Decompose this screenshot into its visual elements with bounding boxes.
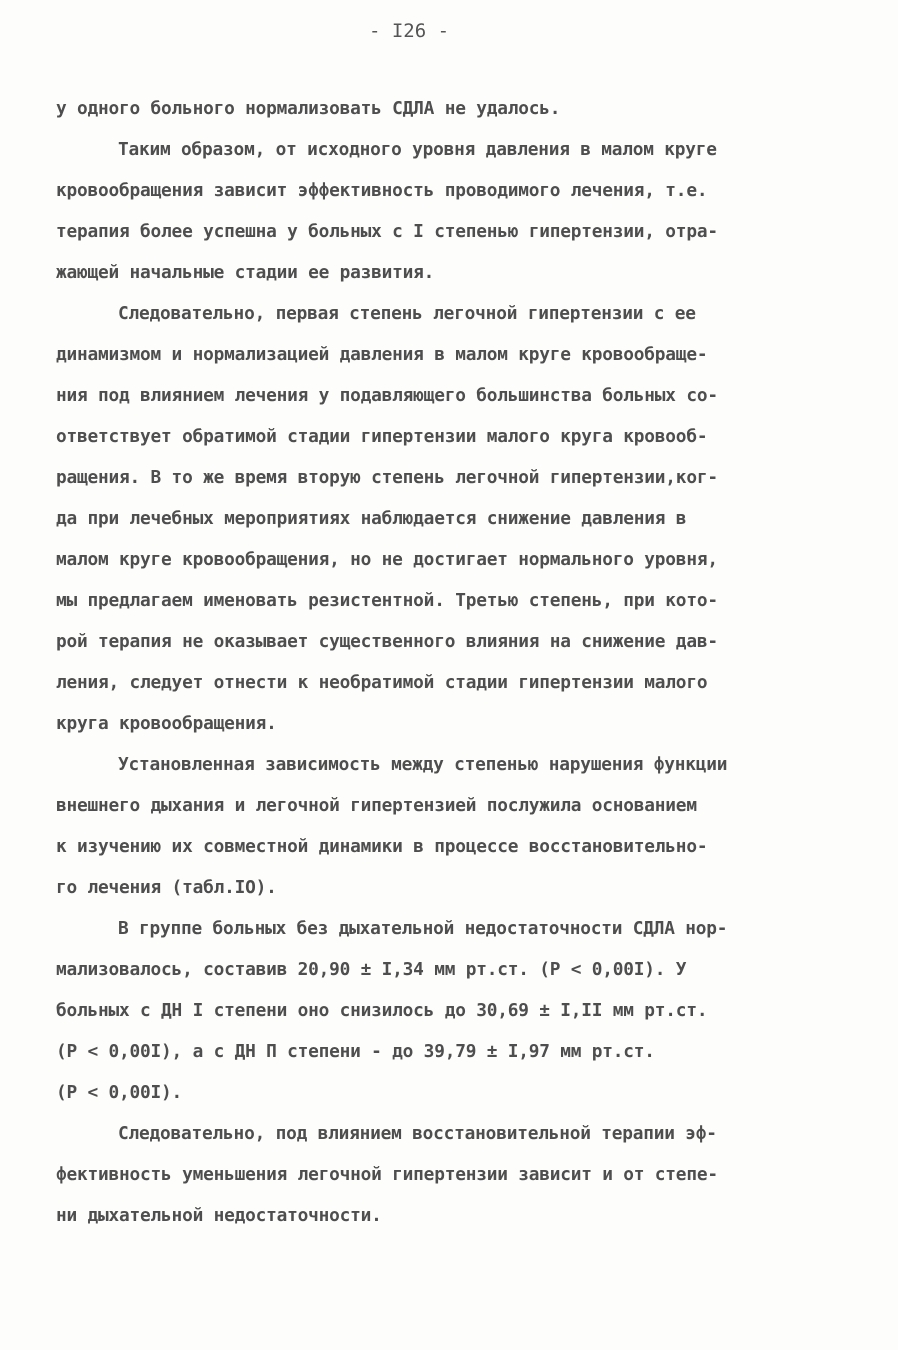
text-line: малом круге кровообращения, но не достигает нормального уровня, [56,549,718,570]
text-line: динамизмом и нормализацией давления в малом круге кровообраще- [56,344,708,365]
text-line: Установленная зависимость между степенью нарушения функции [118,754,728,775]
text-line: рой терапия не оказывает существенного влияния на снижение дав- [56,631,718,652]
text-line: (Р < 0,00I). [56,1082,183,1103]
text-line: у одного больного нормализовать СДЛА не удалось. [56,98,561,119]
text-line: Следовательно, под влиянием восстановительной терапии эф- [118,1123,717,1144]
text-line: ни дыхательной недостаточности. [56,1205,382,1226]
text-line: терапия более успешна у больных с I степенью гипертензии, отра- [56,221,718,242]
text-line: (Р < 0,00I), а с ДН П степени - до 39,79 ± I,97 мм рт.ст. [56,1041,655,1062]
text-line: ния под влиянием лечения у подавляющего большинства больных со- [56,385,718,406]
text-line: В группе больных без дыхательной недостаточности СДЛА нор- [118,918,728,939]
text-line: го лечения (табл.IO). [56,877,277,898]
text-line: да при лечебных мероприятиях наблюдается снижение давления в [56,508,687,529]
text-line: внешнего дыхания и легочной гипертензией послужила основанием [56,795,697,816]
text-line: мы предлагаем именовать резистентной. Третью степень, при кото- [56,590,718,611]
text-line: к изучению их совместной динамики в процессе восстановительно- [56,836,708,857]
text-line: кровообращения зависит эффективность проводимого лечения, т.е. [56,180,708,201]
page-number: - I26 - [368,20,450,42]
text-line: круга кровообращения. [56,713,277,734]
text-line: ления, следует отнести к необратимой стадии гипертензии малого [56,672,708,693]
text-line: ращения. В то же время вторую степень легочной гипертензии,ког- [56,467,718,488]
text-line: жающей начальные стадии ее развития. [56,262,435,283]
text-line: больных с ДН I степени оно снизилось до 30,69 ± I,II мм рт.ст. [56,1000,708,1021]
text-line: Следовательно, первая степень легочной гипертензии с ее [118,303,696,324]
text-line: фективность уменьшения легочной гипертензии зависит и от степе- [56,1164,718,1185]
text-line: ответствует обратимой стадии гипертензии малого круга кровооб- [56,426,708,447]
text-line: Таким образом, от исходного уровня давления в малом круге [118,139,717,160]
text-line: мализовалось, составив 20,90 ± I,34 мм рт.ст. (Р < 0,00I). У [56,959,687,980]
body-text [56,88,856,1236]
